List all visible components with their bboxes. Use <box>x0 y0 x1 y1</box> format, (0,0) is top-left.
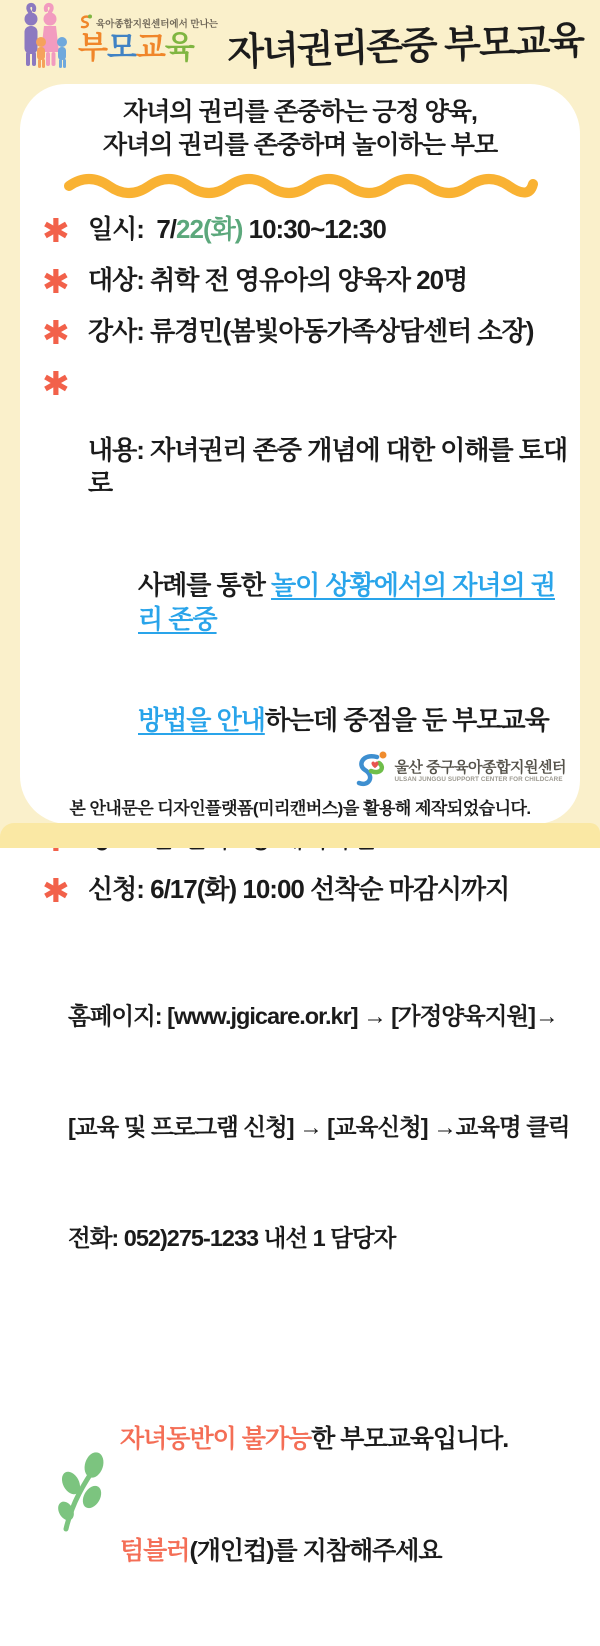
notice-line1-rest: 한 부모교육입니다. <box>311 1424 509 1453</box>
apply-text: 신청: 6/17(화) 10:00 선착순 마감시까지 <box>88 874 510 905</box>
org-s-mark-icon <box>355 749 389 794</box>
flower-bullet-icon: ✱ <box>42 314 70 351</box>
content-line3 <box>138 704 572 738</box>
intro-line1: 자녀의 권리를 존중하는 긍정 양육, <box>123 98 477 126</box>
flower-bullet-icon: ✱ <box>42 263 70 300</box>
content-line1: 내용: 자녀권리 존중 개념에 대한 이해를 토대로 <box>88 434 568 499</box>
target-text: 대상: 취학 전 영유아의 양육자 20명 <box>88 265 468 295</box>
list-item-content <box>42 366 572 805</box>
brand-char: 교 <box>135 30 165 66</box>
bottom-band <box>0 823 600 848</box>
brand-name <box>78 32 218 65</box>
intro-text <box>20 84 580 161</box>
notice-line2-rest: (개인컵)를 지참해주세요 <box>189 1537 442 1566</box>
content-line2 <box>138 569 572 637</box>
content-line3-post: 하는데 중점을 둔 부모교육 <box>264 704 549 735</box>
brand-char: 부 <box>78 30 107 66</box>
datetime-highlight: 22(화) <box>176 214 243 244</box>
datetime-text <box>88 213 386 247</box>
content-line2-link: 놀이 상황에서의 자녀의 권리 존중 <box>138 569 555 634</box>
notice-block <box>54 1346 580 1646</box>
page-title: 자녀권리존중 부모교육 <box>226 19 584 75</box>
contact-block <box>68 923 570 1331</box>
list-item-instructor <box>42 315 572 349</box>
brand-tagline-text: 육아종합지원센터에서 만나는 <box>96 19 218 31</box>
wavy-underline-icon <box>61 169 539 197</box>
contact-homepage-line2: [교육 및 프로그램 신청] → [교육신청] →교육명 클릭 <box>68 1113 570 1140</box>
leaf-icon <box>54 1453 112 1538</box>
header <box>20 4 592 75</box>
content-line3-link: 방법을 안내 <box>138 704 265 735</box>
content-line2-pre: 사례를 통한 <box>138 569 272 600</box>
org-name-en: ULSAN JUNGGU SUPPORT CENTER FOR CHILDCARE <box>394 776 563 784</box>
contact-phone: 전화: 052)275-1233 내선 1 담당자 <box>68 1225 396 1252</box>
notice-line2 <box>120 1533 508 1571</box>
content-text <box>88 366 572 805</box>
content-card <box>20 84 580 1566</box>
brand-char: 모 <box>106 30 136 66</box>
list-item-target <box>42 264 572 298</box>
flower-bullet-icon: ✱ <box>42 872 70 910</box>
brand-logo <box>78 14 218 65</box>
footer-credit: 본 안내문은 디자인플랫폼(미리캔버스)을 활용해 제작되었습니다. <box>69 799 531 818</box>
org-logo <box>355 749 566 794</box>
instructor-text: 강사: 류경민(봄빛아동가족상담센터 소장) <box>88 316 534 346</box>
list-item-apply <box>42 872 572 910</box>
intro-line2: 자녀의 권리를 존중하며 놀이하는 부모 <box>102 130 498 159</box>
flower-bullet-icon: ✱ <box>42 212 70 249</box>
notice-line2-highlight: 텀블러 <box>120 1537 190 1566</box>
datetime-suffix: 10:30~12:30 <box>242 214 386 244</box>
datetime-prefix: 일시: 7/ <box>88 214 177 244</box>
family-illustration-icon <box>20 4 76 75</box>
org-name-block <box>394 760 566 784</box>
list-item-datetime <box>42 213 572 247</box>
org-name: 울산 중구육아종합지원센터 <box>394 758 566 776</box>
notice-line1 <box>120 1421 508 1459</box>
notice-text <box>120 1346 508 1646</box>
brand-char: 육 <box>164 30 194 66</box>
flower-bullet-icon: ✱ <box>42 365 70 402</box>
notice-line1-highlight: 자녀동반이 불가능 <box>120 1424 312 1453</box>
contact-homepage-line1: 홈페이지: [www.jgicare.or.kr] → [가정양육지원]→ <box>68 1002 558 1029</box>
